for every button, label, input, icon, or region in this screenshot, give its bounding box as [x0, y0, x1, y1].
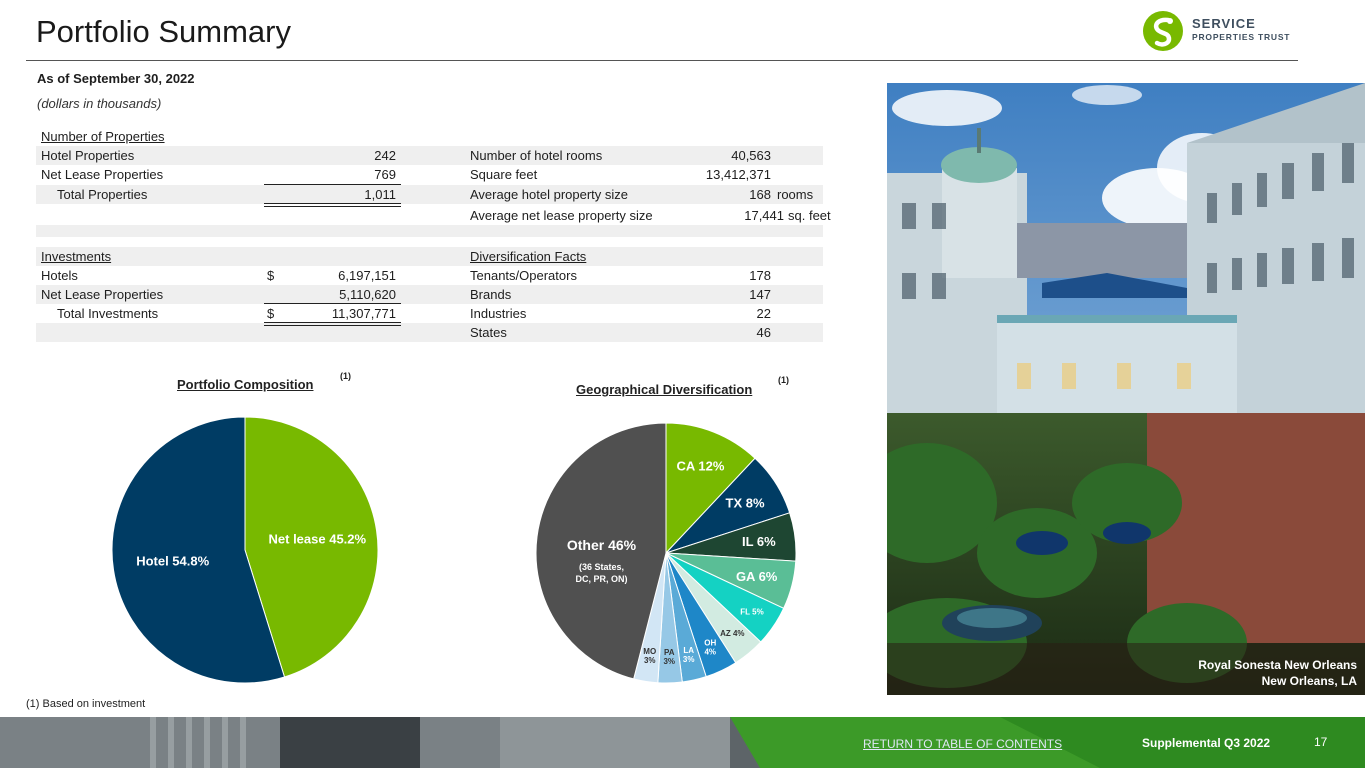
- company-logo: [1142, 10, 1302, 54]
- fact-unit: rooms: [777, 187, 814, 202]
- pie-slice-label: CA 12%: [676, 458, 725, 474]
- supplemental-label: Supplemental Q3 2022: [1142, 736, 1271, 750]
- currency-symbol: $: [267, 268, 275, 283]
- table-row-label: Total Properties: [57, 187, 148, 202]
- table-row-value: 11,307,771: [331, 306, 396, 321]
- total-double-rule: [264, 325, 401, 326]
- page-number: 17: [1314, 735, 1328, 749]
- pie-slice-sublabel: (36 States, DC, PR, ON): [575, 561, 628, 584]
- investments-header: Investments: [41, 249, 112, 264]
- geo-chart-title: Geographical Diversification: [576, 382, 753, 397]
- geographic-diversification-pie: [525, 412, 810, 697]
- footnote-marker: (1): [778, 375, 789, 385]
- fact-label: Brands: [470, 287, 512, 302]
- pie-slice-label: Net lease 45.2%: [268, 531, 367, 547]
- pie-slice-label: PA 3%: [663, 648, 676, 667]
- pie-slice-label: MO 3%: [643, 647, 657, 666]
- table-row-value: 242: [374, 148, 396, 163]
- pie-slice-label: Other 46%: [566, 536, 637, 553]
- fact-label: Tenants/Operators: [470, 268, 577, 283]
- fact-value: 178: [749, 268, 771, 283]
- fact-label: Average net lease property size: [470, 208, 653, 223]
- table-row-label: Net Lease Properties: [41, 287, 164, 302]
- total-rule: [264, 322, 401, 323]
- fact-label: States: [470, 325, 507, 340]
- hotel-photo: [887, 83, 1365, 695]
- logo-text-line1: SERVICE: [1192, 16, 1256, 31]
- fact-value: 13,412,371: [705, 167, 771, 182]
- fact-value: 40,563: [731, 148, 771, 163]
- page-title: Portfolio Summary: [36, 14, 291, 49]
- table-band: [36, 247, 823, 266]
- diversification-header: Diversification Facts: [470, 249, 587, 264]
- fact-value: 168: [749, 187, 771, 202]
- photo-caption-title: Royal Sonesta New Orleans: [1198, 658, 1357, 672]
- photo-caption-location: New Orleans, LA: [1261, 674, 1357, 688]
- title-divider: [26, 60, 1298, 61]
- total-rule: [264, 203, 401, 204]
- portfolio-composition-pie: [100, 405, 390, 695]
- pie-slice-label: LA 3%: [682, 645, 695, 664]
- logo-mark-icon: [1142, 10, 1184, 52]
- portfolio-chart-title: Portfolio Composition: [177, 377, 314, 392]
- table-row-label: Total Investments: [57, 306, 159, 321]
- table-row-value: 769: [374, 167, 396, 182]
- table-row-label: Hotel Properties: [41, 148, 135, 163]
- logo-text-line2: PROPERTIES TRUST: [1192, 32, 1291, 42]
- fact-label: Industries: [470, 306, 527, 321]
- fact-label: Average hotel property size: [470, 187, 629, 202]
- table-row-label: Hotels: [41, 268, 78, 283]
- table-row-value: 5,110,620: [339, 287, 396, 302]
- pie-slice-label: TX 8%: [725, 495, 765, 511]
- table-row-label: Net Lease Properties: [41, 167, 164, 182]
- fact-value: 147: [749, 287, 771, 302]
- fact-value: 46: [756, 325, 771, 340]
- fact-value: 17,441: [744, 208, 784, 223]
- fact-value: 22: [756, 306, 771, 321]
- properties-header: Number of Properties: [41, 129, 165, 144]
- table-row-value: 1,011: [364, 187, 396, 202]
- as-of-date: As of September 30, 2022: [37, 71, 195, 86]
- pie-slice-label: GA 6%: [735, 568, 778, 584]
- units-note: (dollars in thousands): [37, 96, 162, 111]
- fact-label: Number of hotel rooms: [470, 148, 603, 163]
- pie-slice-label: IL 6%: [742, 533, 776, 549]
- fact-unit: sq. feet: [788, 208, 831, 223]
- pie-slice-label: AZ 4%: [720, 628, 745, 638]
- table-row-value: 6,197,151: [338, 268, 396, 283]
- fact-label: Square feet: [470, 167, 538, 182]
- currency-symbol: $: [267, 306, 275, 321]
- pie-slice-label: FL 5%: [740, 607, 764, 617]
- return-to-toc-link[interactable]: RETURN TO TABLE OF CONTENTS: [863, 737, 1063, 751]
- table-band: [36, 225, 823, 237]
- pie-slice-label: Hotel 54.8%: [136, 553, 210, 569]
- footnote-marker: (1): [340, 371, 351, 381]
- total-double-rule: [264, 206, 401, 207]
- pie-slice-label: OH 4%: [704, 638, 717, 657]
- footnote-text: (1) Based on investment: [26, 698, 146, 710]
